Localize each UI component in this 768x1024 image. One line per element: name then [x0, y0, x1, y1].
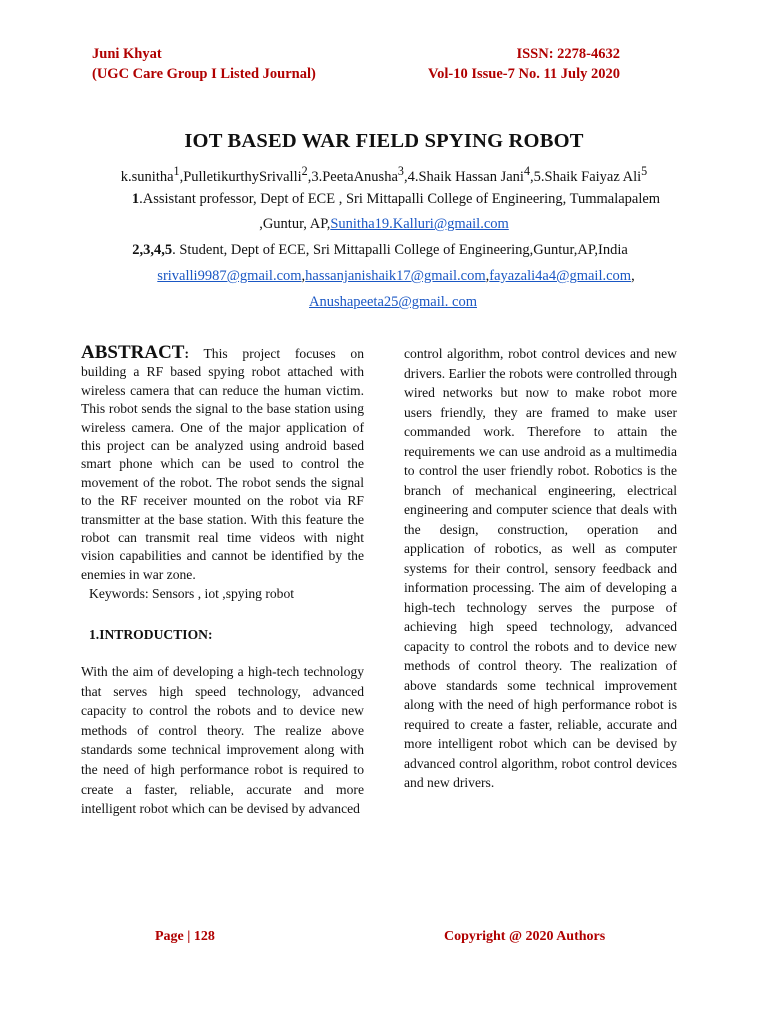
email-link-sunitha[interactable]: Sunitha19.Kalluri@gmail.com — [330, 216, 509, 232]
copyright: Copyright @ 2020 Authors — [444, 929, 606, 944]
author-3: ,3.PeetaAnusha — [307, 168, 398, 185]
keywords: Keywords: Sensors , iot ,spying robot — [89, 586, 295, 602]
journal-listing: (UGC Care Group I Listed Journal) — [92, 66, 316, 82]
email-link-fayaz[interactable]: fayazali4a4@gmail.com — [489, 268, 632, 284]
affiliation-2 — [0, 242, 764, 259]
affiliation-2-text: . Student, Dept of ECE, Sri Mittapalli College of Engineering,Guntur,AP,India — [172, 242, 628, 258]
right-column-text: control algorithm, robot control devices and new drivers. Earlier the robots were controlled through wired networks but now to make robot more users friendly, they are framed to make user commanded work. Therefore to attain the requirements we can use android as a multimedia to control the user friendly robot. Robotics is the branch of mechanical engineering, electrical engineering and computer science that deals with the design, construction, operation and application of robotics, as well as computer systems for their control, sensory feedback and information processing. The aim of developing a high-tech technology serves the purpose of achieving high speed technology, advanced capacity to control the robots and to device new methods of control theory. The realization of above standards some technical improvement along with the need of high performance robot is required to create a faster, reliable, accurate and more intelligent robot which can be devised by advanced control algorithm, robot control devices and new drivers. — [404, 346, 677, 790]
abstract-paragraph — [81, 344, 364, 584]
email-line — [12, 268, 768, 285]
left-column — [81, 344, 364, 819]
abstract-colon: : — [184, 346, 190, 361]
journal-header-left — [92, 44, 316, 84]
abstract-heading: ABSTRACT — [81, 342, 185, 363]
affiliation-1-num: 1 — [131, 191, 140, 207]
affiliation-1 — [12, 191, 768, 208]
author-2: ,PulletikurthySrivalli — [179, 168, 302, 185]
author-line — [0, 164, 768, 186]
issn: ISSN: 2278-4632 — [516, 46, 620, 62]
introduction-text: With the aim of developing a high-tech technology that serves high speed technology, advanced capacity to control the robots and to device new methods of control theory. The realize above standards some technical improvement along with the need of high performance robot is required to create a faster, reliable, accurate and more intelligent robot which can be devised by advanced — [81, 664, 364, 817]
email-link-srivalli[interactable]: srivalli9987@gmail.com — [157, 268, 302, 284]
abstract-text: This project focuses on building a RF based spying robot attached with wireless camera that can reduce the human victim. This robot sends the signal to the base station using wireless camera. One of the major application of this project can be analyzed using android based smart phone which can be used to control the movement of the robot. The robot sends the signal to the RF receiver mounted on the robot via RF transmitter at the base station. With this feature the robot can transmit real time videos with night vision capabilities and cannot be identified by the enemies in war zone. — [81, 346, 364, 582]
email-separator: , — [485, 268, 490, 284]
journal-name: Juni Khyat — [92, 46, 162, 62]
email-link-anusha[interactable]: Anushapeeta25@gmail. com — [309, 294, 477, 310]
author-1: k.sunitha — [120, 168, 174, 185]
affiliation-1-line2 — [0, 216, 768, 233]
author-2-sup: 2 — [301, 164, 308, 178]
affiliation-1-text: .Assistant professor, Dept of ECE , Sri Mittapalli College of Engineering, Tummalapalem — [139, 191, 661, 207]
author-4: ,4.Shaik Hassan Jani — [403, 168, 524, 185]
author-1-sup: 1 — [173, 164, 180, 178]
author-3-sup: 3 — [397, 164, 404, 178]
author-5: ,5.Shaik Faiyaz Ali — [530, 168, 642, 185]
volume-issue: Vol-10 Issue-7 No. 11 July 2020 — [427, 66, 620, 82]
affiliation-1-location: ,Guntur, AP, — [259, 216, 331, 232]
journal-header-right — [428, 44, 620, 84]
email-separator: , — [301, 268, 306, 284]
author-4-sup: 4 — [523, 164, 530, 178]
email-separator: , — [631, 268, 635, 284]
author-5-sup: 5 — [641, 164, 648, 178]
introduction-heading: 1.INTRODUCTION: — [89, 626, 213, 642]
email-line-2 — [9, 294, 768, 311]
page-number: Page | 128 — [155, 929, 215, 944]
email-link-hassan[interactable]: hassanjanishaik17@gmail.com — [305, 268, 486, 284]
affiliation-2-nums: 2,3,4,5 — [132, 242, 173, 258]
paper-title: IOT BASED WAR FIELD SPYING ROBOT — [184, 130, 584, 152]
